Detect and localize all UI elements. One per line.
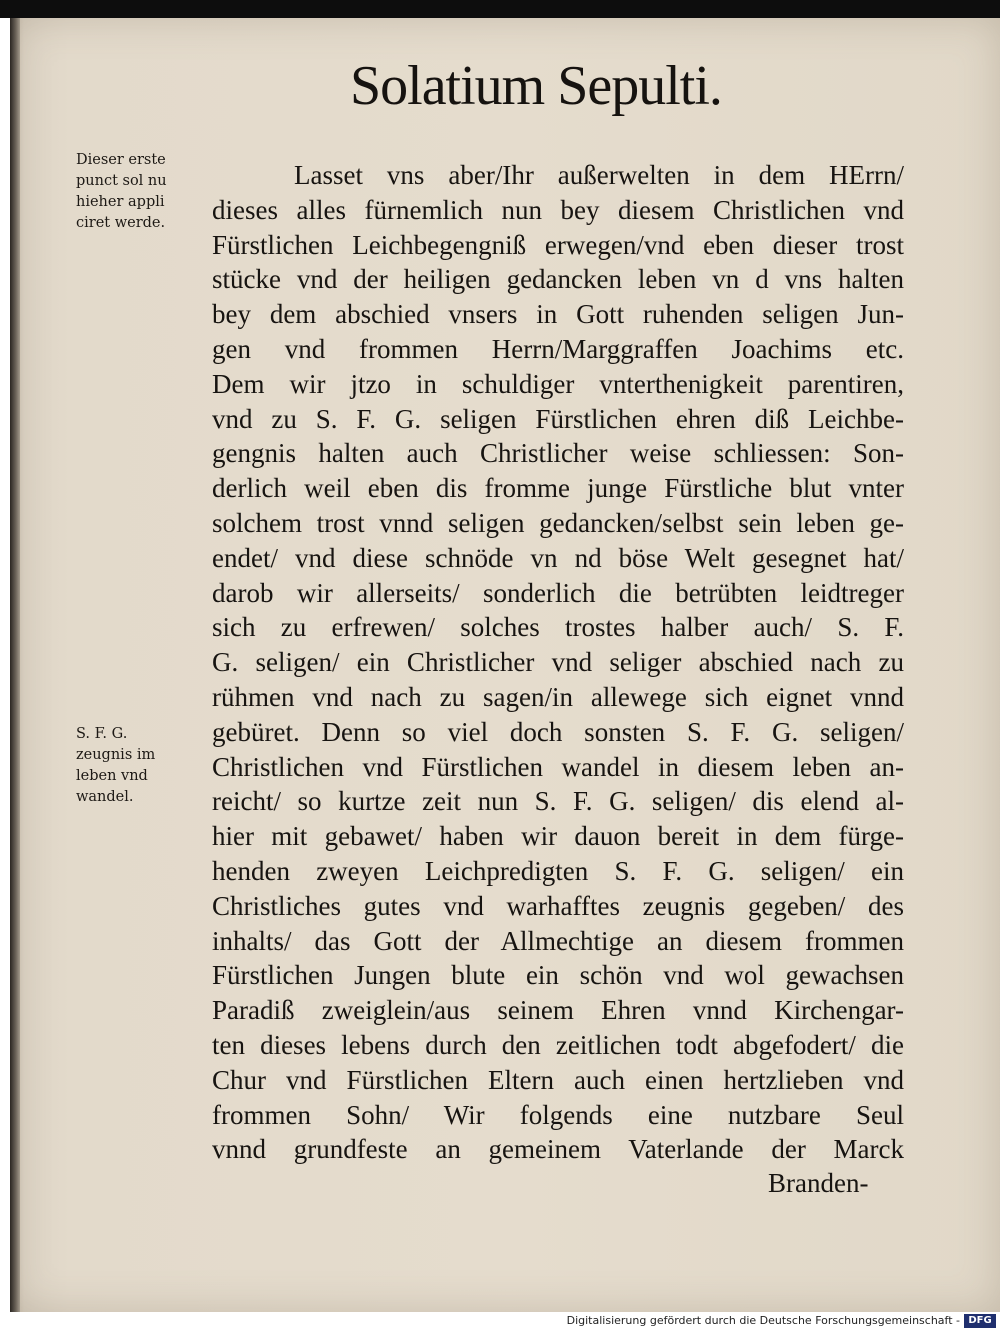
- marginal-note-line: zeugnis im: [76, 747, 156, 763]
- body-line: Christliches gutes vnd warhafftes zeugnis gegeben/ des: [212, 890, 904, 921]
- body-line: darob wir allerseits/ sonderlich die betrübten leidtreger: [212, 577, 904, 608]
- body-text: [212, 158, 904, 1167]
- body-line: ten dieses lebens durch den zeitlichen todt abgefodert/ die: [212, 1029, 904, 1060]
- catchword: Branden-: [768, 1168, 869, 1198]
- scanner-top-bar: [0, 0, 1000, 18]
- body-line: gebüret. Denn so viel doch sonsten S. F. G. seligen/: [212, 716, 904, 747]
- body-line: G. seligen/ ein Christlicher vnd seliger abschied nach zu: [212, 647, 904, 678]
- body-line: Dem wir jtzo in schuldiger vnterthenigkeit parentiren,: [212, 368, 904, 399]
- body-line: Paradiß zweiglein/aus seinem Ehren vnnd Kirchengar-: [212, 995, 904, 1026]
- marginal-note-line: hieher appli: [76, 194, 165, 210]
- body-line: Fürstlichen Leichbegengniß erwegen/vnd eben dieser trost: [212, 229, 904, 260]
- marginal-note-line: leben vnd: [76, 768, 148, 784]
- body-line: derlich weil eben dis fromme junge Fürstliche blut vnter: [212, 473, 904, 504]
- body-line: sich zu erfrewen/ solches trostes halber auch/ S. F.: [212, 612, 904, 643]
- scanned-page: [0, 18, 1000, 1312]
- page-title: Solatium Sepulti.: [350, 55, 722, 117]
- funding-credit: Digitalisierung gefördert durch die Deutsche Forschungsgemeinschaft -: [566, 1314, 960, 1327]
- body-line: Lasset vns aber/Ihr außerwelten in dem HErrn/: [294, 160, 904, 190]
- body-line: dieses alles fürnemlich nun bey diesem Christlichen vnd: [212, 194, 904, 225]
- marginal-note-2: [76, 724, 218, 808]
- marginal-note-line: wandel.: [76, 789, 134, 805]
- paper-page: [10, 18, 1000, 1312]
- body-line: reicht/ so kurtze zeit nun S. F. G. seligen/ dis elend al-: [212, 786, 904, 817]
- body-line: gengnis halten auch Christlicher weise schliessen: Son-: [212, 438, 904, 469]
- body-line: Chur vnd Fürstlichen Eltern auch einen hertzlieben vnd: [212, 1064, 904, 1095]
- marginal-note-line: Dieser erste: [76, 152, 166, 168]
- footer-bar: [0, 1312, 1000, 1332]
- body-line: vnd zu S. F. G. seligen Fürstlichen ehren diß Leichbe-: [212, 403, 904, 434]
- body-line: vnnd grundfeste an gemeinem Vaterlande der Marck: [212, 1134, 904, 1165]
- body-line: endet/ vnd diese schnöde vn nd böse Welt gesegnet hat/: [212, 542, 904, 573]
- body-line: solchem trost vnnd seligen gedancken/selbst sein leben ge-: [212, 507, 904, 538]
- body-line: Christlichen vnd Fürstlichen wandel in diesem leben an-: [212, 751, 904, 782]
- body-line: stücke vnd der heiligen gedancken leben vn d vns halten: [212, 264, 904, 295]
- body-line: bey dem abschied vnsers in Gott ruhenden seligen Jun-: [212, 299, 904, 330]
- marginal-note-line: ciret werde.: [76, 215, 166, 231]
- book-spine: [10, 18, 20, 1312]
- marginal-note-line: punct sol nu: [76, 173, 167, 189]
- dfg-logo-icon: DFG: [964, 1314, 996, 1328]
- marginal-note-line: S. F. G.: [76, 726, 128, 742]
- body-line: inhalts/ das Gott der Allmechtige an diesem frommen: [212, 925, 904, 956]
- body-line: hier mit gebawet/ haben wir dauon bereit in dem fürge-: [212, 821, 904, 852]
- body-line: frommen Sohn/ Wir folgends eine nutzbare Seul: [212, 1099, 904, 1130]
- body-line: gen vnd frommen Herrn/Marggraffen Joachims etc.: [212, 333, 904, 364]
- marginal-note-1: [76, 150, 218, 234]
- body-line: henden zweyen Leichpredigten S. F. G. seligen/ ein: [212, 855, 904, 886]
- body-line: Fürstlichen Jungen blute ein schön vnd wol gewachsen: [212, 960, 904, 991]
- body-line: rühmen vnd nach zu sagen/in allewege sich eignet vnnd: [212, 681, 904, 712]
